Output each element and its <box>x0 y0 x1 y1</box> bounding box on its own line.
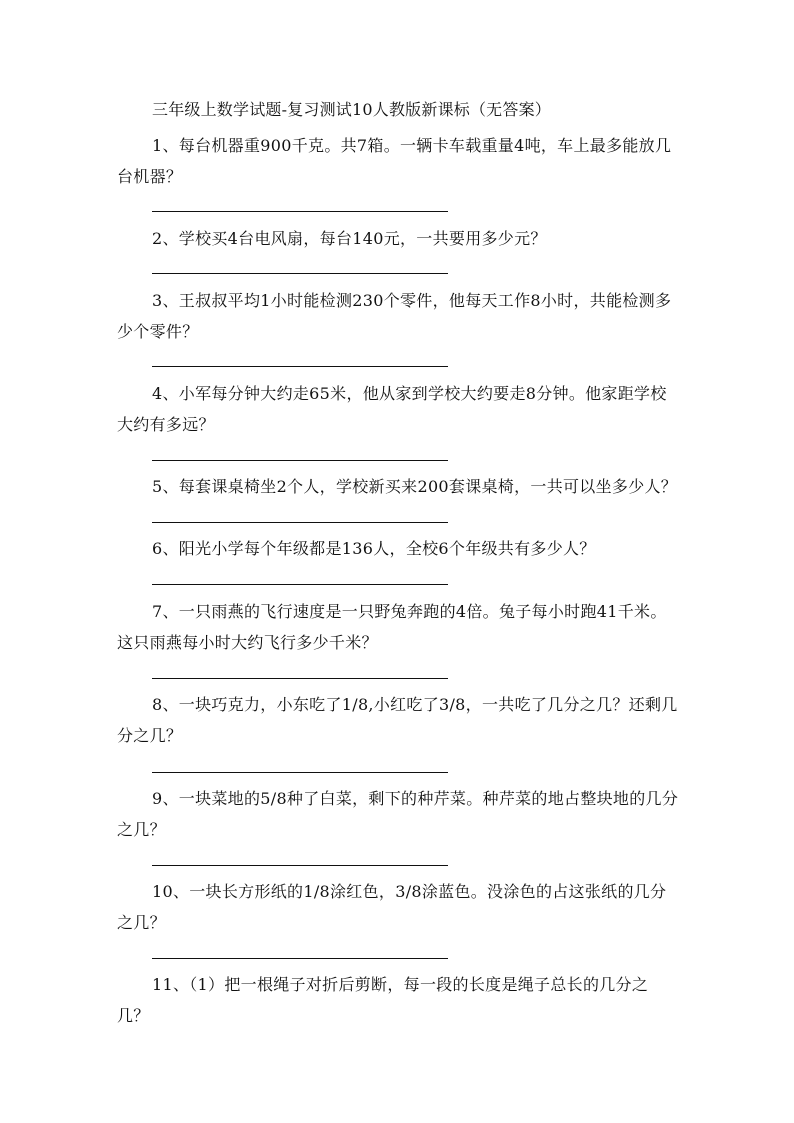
answer-line-1[interactable] <box>152 211 448 212</box>
answer-line-7[interactable] <box>152 678 448 679</box>
question-2: 2、学校买4台电风扇，每台140元，一共要用多少元？ <box>152 229 547 248</box>
question-6: 6、阳光小学每个年级都是136人，全校6个年级共有多少人？ <box>152 539 596 558</box>
question-8: 8、一块巧克力，小东吃了1/8,小红吃了3/8，一共吃了几分之几？还剩几分之几？ <box>117 695 678 745</box>
question-10: 10、一块长方形纸的1/8涂红色，3/8涂蓝色。没涂色的占这张纸的几分之几？ <box>117 882 667 932</box>
answer-line-3[interactable] <box>152 366 448 367</box>
question-7: 7、一只雨燕的飞行速度是一只野兔奔跑的4倍。兔子每小时跑41千米。这只雨燕每小时大约飞行多少千米？ <box>117 602 667 652</box>
question-9: 9、一块菜地的5/8种了白菜，剩下的种芹菜。种芹菜的地占整块地的几分之几？ <box>117 789 679 839</box>
question-5: 5、每套课桌椅坐2个人，学校新买来200套课桌椅，一共可以坐多少人？ <box>152 477 678 496</box>
question-3: 3、王叔叔平均1小时能检测230个零件，他每天工作8小时，共能检测多少个零件？ <box>117 291 672 341</box>
answer-line-9[interactable] <box>152 865 448 866</box>
answer-line-2[interactable] <box>152 273 448 274</box>
question-11: 11、（1）把一根绳子对折后剪断，每一段的长度是绳子总长的几分之几？ <box>117 975 649 1025</box>
document-title: 三年级上数学试题-复习测试10人教版新课标（无答案） <box>152 100 551 119</box>
answer-line-10[interactable] <box>152 958 448 959</box>
answer-line-8[interactable] <box>152 772 448 773</box>
answer-line-4[interactable] <box>152 460 448 461</box>
question-1: 1、每台机器重900千克。共7箱。一辆卡车载重量4吨，车上最多能放几台机器？ <box>117 136 672 186</box>
question-4: 4、小军每分钟大约走65米，他从家到学校大约要走8分钟。他家距学校大约有多远？ <box>117 384 667 434</box>
answer-line-6[interactable] <box>152 584 448 585</box>
answer-line-5[interactable] <box>152 522 448 523</box>
